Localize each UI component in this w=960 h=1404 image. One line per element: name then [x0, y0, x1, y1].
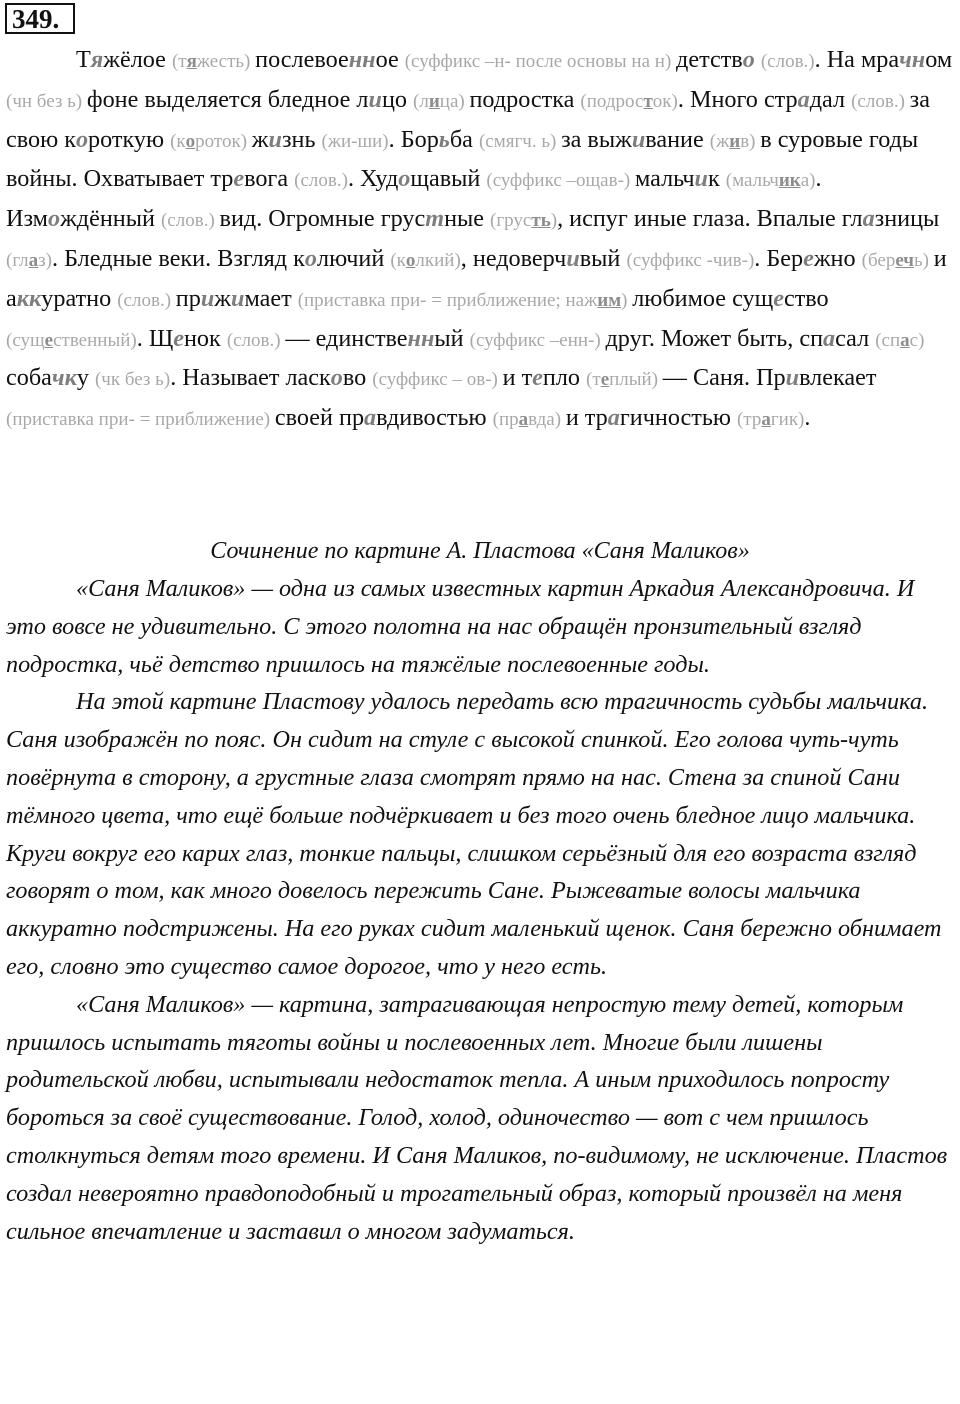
grammar-note: (л [413, 90, 429, 112]
grammar-note: вда) [528, 409, 566, 431]
exercise-segment: нок [183, 324, 227, 352]
highlighted-spelling: а [797, 85, 810, 113]
highlighted-spelling: е [803, 244, 814, 272]
exercise-segment: детств [676, 46, 743, 73]
grammar-note: (слов.) [851, 90, 910, 112]
highlighted-spelling: и [694, 165, 708, 193]
essay-paragraph-text: «Саня Маликов» — одна из самых известных картин Аркадия Александровича. И это вовсе не удивительно. С этого полотна на нас обращён пронзительный взгляд подростка, чьё детство пришлось на тяжёлые послевоенные годы. [6, 575, 915, 678]
note-highlight: а [28, 249, 39, 271]
grammar-note: ственный) [53, 329, 137, 351]
grammar-note: (слов.) [226, 329, 286, 351]
exercise-segment: к [707, 165, 726, 193]
highlighted-spelling: о [75, 125, 89, 153]
grammar-note: (жи-ши) [321, 130, 389, 152]
essay-paragraph-text: На этой картине Пластову удалось передать всю трагичность судьбы мальчика. Саня изображён по пояс. Он сидит на стуле с высокой спинкой. Его голова чуть-чуть повёрнута в сторону, а грустные глаза смотрят прямо на нас. Стена за спиной Сани тёмного цвета, что ещё больше подчёркивает и без того очень бледное лицо мальчика. Круги вокруг его карих глаз, тонкие пальцы, слишком серьёзный для его возраста взгляд говорят о том, как много довелось пережить Сане. Рыжеватые волосы мальчика аккуратно подстрижены. На его руках сидит маленький щенок. Саня бережно обнимает его, словно это существо самое дорогое, что у него есть. [6, 688, 942, 980]
highlighted-spelling: и [268, 125, 282, 153]
exercise-segment: , недоверч [460, 244, 567, 272]
exercise-segment: — Саня. Пр [662, 364, 786, 392]
exercise-segment: жно [813, 244, 862, 272]
grammar-note: (суффикс –ощав-) [486, 170, 635, 192]
grammar-note: лкий) [415, 249, 461, 271]
highlighted-spelling: а [607, 404, 620, 432]
highlighted-spelling: и [368, 85, 382, 113]
exercise-segment: . Много стр [677, 85, 798, 113]
highlighted-spelling: о [742, 46, 755, 73]
highlighted-spelling: т [425, 205, 445, 233]
exercise-segment: . Называет ласк [170, 364, 331, 392]
highlighted-spelling: е [173, 324, 184, 352]
highlighted-spelling: о [304, 244, 317, 272]
exercise-segment: роткую [88, 125, 171, 153]
exercise-segment: уратно [41, 284, 118, 312]
grammar-note: (сущ [6, 329, 45, 351]
highlighted-spelling: и [631, 125, 646, 153]
exercise-segment: . Щ [136, 324, 174, 352]
exercise-segment: ство [783, 284, 829, 312]
note-highlight: а [761, 409, 771, 431]
highlighted-spelling: о [330, 364, 343, 392]
exercise-segment: щавый [410, 165, 487, 193]
grammar-note: (суффикс -чив-) [626, 249, 755, 271]
exercise-segment: за выж [561, 125, 632, 153]
exercise-segment: у [76, 364, 95, 392]
grammar-note: (слов.) [294, 170, 348, 192]
grammar-note: (к [390, 249, 406, 271]
grammar-note: (тр [736, 409, 762, 431]
grammar-note: (бер [861, 249, 896, 271]
essay-title: Сочинение по картине А. Пластова «Саня Маликов» [210, 538, 750, 564]
essay-paragraph [6, 570, 958, 683]
note-highlight: и [729, 130, 741, 152]
note-highlight: а [518, 409, 529, 431]
exercise-segment: друг. Может быть, сп [605, 324, 824, 352]
highlighted-spelling: ь [438, 125, 450, 153]
note-highlight: им [597, 289, 622, 311]
grammar-note: (т [586, 369, 601, 391]
note-highlight: ть [531, 210, 551, 232]
note-highlight: е [600, 369, 610, 391]
exercise-segment: вый [579, 244, 627, 272]
highlighted-spelling: нн [348, 46, 376, 73]
exercise-segment: . Худ [347, 165, 399, 193]
grammar-note: (пр [492, 409, 519, 431]
exercise-segment: сал [835, 324, 876, 352]
exercise-number: 349. [5, 3, 75, 34]
exercise-segment: — единстве [285, 324, 408, 352]
grammar-note: в) [740, 130, 761, 152]
exercise-segment: за свою к [6, 85, 930, 153]
essay-body [6, 570, 958, 1250]
exercise-segment: вание [645, 125, 710, 153]
grammar-note: а) [800, 170, 816, 192]
highlighted-spelling: кк [16, 284, 42, 312]
grammar-note: (подрос [580, 90, 644, 112]
grammar-note: (приставка при- = приближение; наж [297, 289, 598, 311]
grammar-note: (суффикс – ов-) [372, 369, 503, 391]
highlighted-spelling: е [532, 364, 543, 392]
note-highlight: и [428, 90, 440, 112]
grammar-note: жесть) [196, 51, 256, 72]
exercise-segment: лючий [317, 244, 391, 272]
exercise-segment: ж [251, 125, 269, 153]
exercise-segment: пр [175, 284, 201, 312]
note-highlight: о [405, 249, 416, 271]
grammar-note: (смягч. ь) [478, 130, 562, 152]
highlighted-spelling: чк [51, 364, 77, 392]
grammar-note: роток) [195, 130, 252, 152]
exercise-segment: цо [381, 85, 414, 113]
highlighted-spelling: и [231, 284, 245, 312]
exercise-segment: любимое сущ [632, 284, 774, 312]
grammar-note: (сп [875, 329, 901, 351]
exercise-segment: . На мра [814, 46, 900, 73]
grammar-note: ) [621, 289, 633, 311]
exercise-segment: ое [375, 46, 405, 73]
exercise-segment: и т [502, 364, 533, 392]
highlighted-spelling: и [200, 284, 215, 312]
grammar-note: ь) [914, 249, 934, 271]
exercise-segment: Т [76, 46, 91, 73]
grammar-note: с) [909, 329, 925, 351]
exercise-segment: вдивостью [376, 404, 493, 432]
exercise-segment: ба [449, 125, 479, 153]
exercise-segment: в суровые годы войны. Охватывает тр [6, 125, 919, 193]
grammar-note: (ж [709, 130, 730, 152]
exercise-segment: ом [925, 46, 953, 73]
exercise-segment: соба [6, 364, 52, 392]
exercise-segment: жёлое [103, 46, 172, 73]
highlighted-spelling: а [364, 404, 377, 432]
grammar-note: (к [170, 130, 186, 152]
exercise-segment: . [804, 404, 811, 432]
grammar-note: (чн без ь) [6, 90, 87, 112]
essay-paragraph-text: «Саня Маликов» — картина, затрагивающая непростую тему детей, которым пришлось испытать тяготы войны и послевоенных лет. Многие были лишены родительской любви, испытывали недостаток тепла. А иным приходилось попросту бороться за своё существование. Голод, холод, одиночество — вот с чем пришлось столкнуться детям того времени. И Саня Маликов, по-видимому, не исключение. Пластов создал невероятно правдоподобный и трогательный образ, который произвёл на меня сильное впечатление и заставил о многом задуматься. [6, 990, 948, 1245]
exercise-segment: мальч [634, 165, 695, 193]
grammar-note: (слов.) [160, 210, 220, 232]
grammar-note: (слов.) [760, 51, 815, 72]
grammar-note: (мальч [725, 170, 779, 192]
exercise-segment: ные [444, 205, 491, 233]
exercise-segment: знь [281, 125, 322, 153]
note-highlight: еч [895, 249, 915, 271]
note-highlight: я [186, 51, 197, 72]
exercise-segment: мает [244, 284, 298, 312]
exercise-segment: , испуг иные глаза. Впалые гл [557, 205, 863, 233]
grammar-note: (приставка при- = приближение) [6, 409, 275, 431]
exercise-segment: зницы [874, 205, 940, 233]
exercise-segment: гичностью [619, 404, 737, 432]
note-highlight: а [900, 329, 910, 351]
essay-paragraph [6, 986, 958, 1251]
exercise-segment: ж [214, 284, 231, 312]
note-highlight: т [643, 90, 653, 112]
grammar-note: (т [171, 51, 187, 72]
exercise-segment: фоне выделяется бледное л [86, 85, 369, 113]
exercise-segment: . Бледные веки. Взгляд к [51, 244, 305, 272]
highlighted-spelling: нн [407, 324, 435, 352]
exercise-segment: пло [542, 364, 587, 392]
exercise-segment: вога [244, 165, 295, 193]
highlighted-spelling: а [823, 324, 836, 352]
grammar-note: (слов.) [117, 289, 176, 311]
note-highlight: е [44, 329, 54, 351]
highlighted-spelling: я [90, 46, 104, 73]
highlighted-spelling: а [862, 205, 875, 233]
highlighted-spelling: о [398, 165, 411, 193]
grammar-note: (суффикс –енн-) [469, 329, 606, 351]
exercise-segment: . Бер [754, 244, 804, 272]
exercise-segment: вид. Огромные грус [219, 205, 426, 233]
exercise-segment: и тр [565, 404, 608, 432]
exercise-segment: . Бор [388, 125, 439, 153]
essay-paragraph [6, 683, 958, 985]
exercise-segment: и а [6, 244, 947, 312]
grammar-note: ок) [652, 90, 678, 112]
grammar-note: (чк без ь) [94, 369, 171, 391]
highlighted-spelling: чн [899, 46, 926, 73]
note-highlight: о [185, 130, 196, 152]
grammar-note: ца) [439, 90, 470, 112]
note-highlight: ик [778, 170, 801, 192]
exercise-segment: ый [434, 324, 470, 352]
exercise-segment: послевое [255, 46, 349, 73]
grammar-note: (грус [490, 210, 532, 232]
highlighted-spelling: и [785, 364, 800, 392]
exercise-segment: во [342, 364, 373, 392]
highlighted-spelling: о [48, 205, 61, 233]
exercise-segment: своей пр [274, 404, 365, 432]
exercise-segment: . Изм [6, 165, 822, 233]
exercise-segment: подростка [469, 85, 581, 113]
highlighted-spelling: е [773, 284, 784, 312]
grammar-note: (суффикс –н- после основы на н) [404, 51, 677, 72]
highlighted-spelling: и [566, 244, 580, 272]
exercise-segment: ждённый [60, 205, 161, 233]
grammar-note: з) [38, 249, 52, 271]
grammar-note: гик) [770, 409, 805, 431]
grammar-note: плый) [609, 369, 663, 391]
exercise-segment: дал [809, 85, 852, 113]
highlighted-spelling: е [233, 165, 245, 193]
exercise-text [6, 41, 956, 439]
grammar-note: (гл [6, 249, 29, 271]
grammar-note: ) [550, 210, 558, 232]
exercise-segment: влекает [799, 364, 877, 392]
